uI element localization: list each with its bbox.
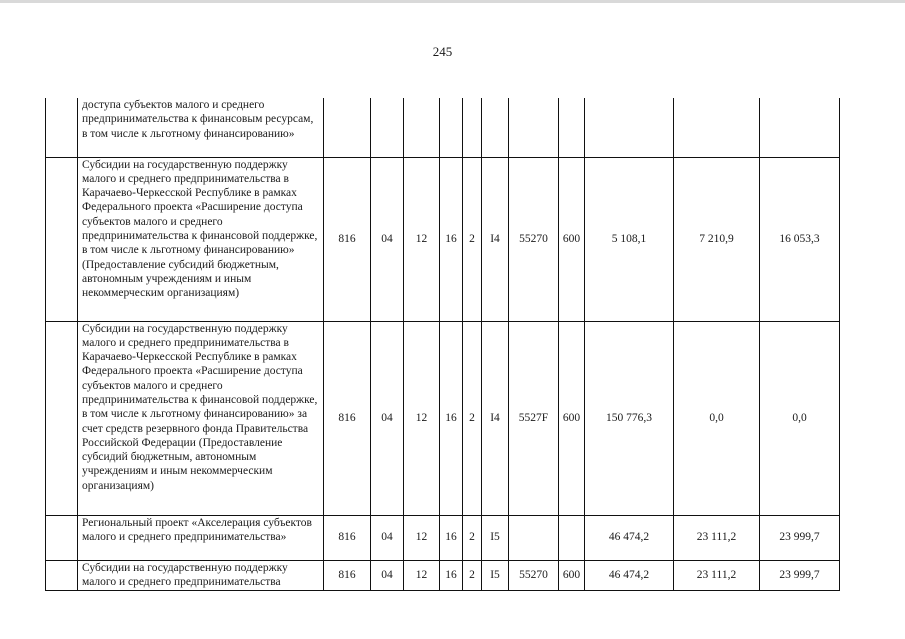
description-cell: Региональный проект «Акселерация субъектов малого и среднего предпринимательства»: [78, 515, 324, 560]
amount-2023-cell: 23 111,2: [674, 560, 760, 590]
project-code-cell: I5: [482, 515, 509, 560]
row-number-cell: [46, 515, 78, 560]
project-code-cell: I4: [482, 157, 509, 321]
table-row: [46, 321, 840, 515]
subsection-code-cell: 12: [404, 321, 440, 515]
row-number-cell: [46, 98, 78, 157]
subsection-code-cell: 12: [404, 560, 440, 590]
project-code-cell: I4: [482, 321, 509, 515]
amount-2022-cell: 46 474,2: [585, 515, 674, 560]
scan-top-edge: [0, 0, 905, 3]
budget-table: [45, 98, 840, 591]
amount-2023-cell: 23 111,2: [674, 515, 760, 560]
amount-2022-cell: 5 108,1: [585, 157, 674, 321]
amount-2024-cell: 23 999,7: [760, 560, 840, 590]
expense-type-cell: 600: [559, 560, 585, 590]
description-cell: Субсидии на государственную поддержку малого и среднего предпринимательства: [78, 560, 324, 590]
direction-code-cell: [509, 515, 559, 560]
description-cell: Субсидии на государственную поддержку малого и среднего предпринимательства в Карачаево-Черкесской Республике в рамках Федерального проекта «Расширение доступа субъектов малого и среднего предпринимательства к финансовой поддержке, в том числе к льготному финансированию» за счет средств резервного фонда Правительства Российской Федерации (Предоставление субсидий бюджетным, автономным учреждениям и иным некоммерческим организациям): [78, 321, 324, 515]
page-number: 245: [432, 44, 453, 59]
amount-2024-cell: 0,0: [760, 321, 840, 515]
direction-code-cell: 55270: [509, 157, 559, 321]
direction-code-cell: 5527F: [509, 321, 559, 515]
description-cell: доступа субъектов малого и среднего предпринимательства к финансовым ресурсам, в том числе к льготному финансированию»: [78, 98, 324, 157]
direction-code-cell: [509, 98, 559, 157]
program-code-cell: [440, 98, 463, 157]
section-code-cell: 04: [371, 560, 404, 590]
program-code-cell: 16: [440, 560, 463, 590]
admin-code-cell: 816: [324, 157, 371, 321]
subprogram-code-cell: [463, 98, 482, 157]
subsection-code-cell: 12: [404, 515, 440, 560]
row-number-cell: [46, 321, 78, 515]
program-code-cell: 16: [440, 321, 463, 515]
admin-code-cell: 816: [324, 321, 371, 515]
subsection-code-cell: 12: [404, 157, 440, 321]
program-code-cell: 16: [440, 515, 463, 560]
amount-2022-cell: 46 474,2: [585, 560, 674, 590]
amount-2023-cell: 7 210,9: [674, 157, 760, 321]
amount-2022-cell: [585, 98, 674, 157]
table-row: [46, 515, 840, 560]
table-row: [46, 157, 840, 321]
table-row: [46, 560, 840, 590]
admin-code-cell: [324, 98, 371, 157]
amount-2023-cell: [674, 98, 760, 157]
expense-type-cell: [559, 515, 585, 560]
table-row: [46, 98, 840, 157]
row-number-cell: [46, 560, 78, 590]
project-code-cell: [482, 98, 509, 157]
section-code-cell: [371, 98, 404, 157]
subprogram-code-cell: 2: [463, 515, 482, 560]
direction-code-cell: 55270: [509, 560, 559, 590]
admin-code-cell: 816: [324, 515, 371, 560]
amount-2023-cell: 0,0: [674, 321, 760, 515]
subprogram-code-cell: 2: [463, 321, 482, 515]
amount-2022-cell: 150 776,3: [585, 321, 674, 515]
row-number-cell: [46, 157, 78, 321]
project-code-cell: I5: [482, 560, 509, 590]
subprogram-code-cell: 2: [463, 560, 482, 590]
subsection-code-cell: [404, 98, 440, 157]
amount-2024-cell: 23 999,7: [760, 515, 840, 560]
expense-type-cell: 600: [559, 157, 585, 321]
subprogram-code-cell: 2: [463, 157, 482, 321]
program-code-cell: 16: [440, 157, 463, 321]
expense-type-cell: 600: [559, 321, 585, 515]
section-code-cell: 04: [371, 157, 404, 321]
expense-type-cell: [559, 98, 585, 157]
amount-2024-cell: 16 053,3: [760, 157, 840, 321]
section-code-cell: 04: [371, 515, 404, 560]
amount-2024-cell: [760, 98, 840, 157]
admin-code-cell: 816: [324, 560, 371, 590]
description-cell: Субсидии на государственную поддержку малого и среднего предпринимательства в Карачаево-Черкесской Республике в рамках Федерального проекта «Расширение доступа субъектов малого и среднего предпринимательства к финансовой поддержке, в том числе к льготному финансированию» (Предоставление субсидий бюджетным, автономным учреждениям и иным некоммерческим организациям): [78, 157, 324, 321]
section-code-cell: 04: [371, 321, 404, 515]
